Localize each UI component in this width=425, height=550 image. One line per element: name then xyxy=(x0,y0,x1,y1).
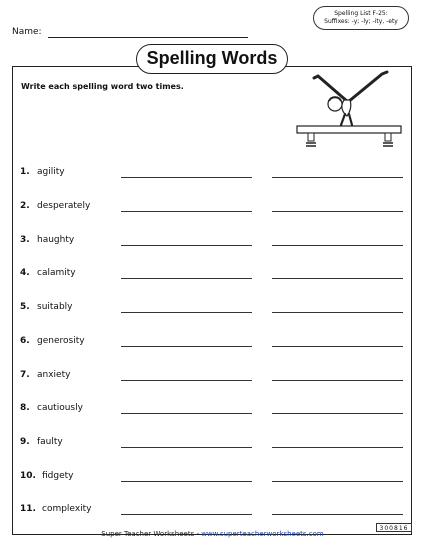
write-line-1[interactable] xyxy=(121,447,252,448)
word-number: 7. xyxy=(20,370,30,380)
footer-brand: Super Teacher Worksheets xyxy=(101,530,195,538)
word-number: 11. xyxy=(20,504,36,514)
name-line[interactable] xyxy=(48,37,248,38)
word-row xyxy=(0,302,425,316)
spelling-word: fidgety xyxy=(42,471,74,481)
word-number: 8. xyxy=(20,403,30,413)
word-row xyxy=(0,471,425,485)
spelling-word: anxiety xyxy=(37,370,71,380)
spelling-word: faulty xyxy=(37,437,63,447)
write-line-2[interactable] xyxy=(272,346,403,347)
word-number: 3. xyxy=(20,235,30,245)
write-line-2[interactable] xyxy=(272,413,403,414)
write-line-2[interactable] xyxy=(272,278,403,279)
spelling-word: generosity xyxy=(37,336,85,346)
instructions: Write each spelling word two times. xyxy=(21,82,184,91)
footer xyxy=(0,530,425,538)
write-line-2[interactable] xyxy=(272,177,403,178)
word-row xyxy=(0,167,425,181)
write-line-2[interactable] xyxy=(272,211,403,212)
write-line-1[interactable] xyxy=(121,380,252,381)
write-line-1[interactable] xyxy=(121,177,252,178)
word-row xyxy=(0,370,425,384)
write-line-1[interactable] xyxy=(121,211,252,212)
write-line-2[interactable] xyxy=(272,481,403,482)
write-line-2[interactable] xyxy=(272,380,403,381)
write-line-1[interactable] xyxy=(121,245,252,246)
gymnast-on-balance-beam-icon xyxy=(290,68,405,155)
name-label: Name: xyxy=(12,27,42,37)
list-tag-line-2: Suffixes: -y; -ly; -ity, -ety xyxy=(324,18,398,25)
spelling-word: agility xyxy=(37,167,65,177)
spelling-word: complexity xyxy=(42,504,92,514)
spelling-word: cautiously xyxy=(37,403,83,413)
word-row xyxy=(0,437,425,451)
spelling-word: haughty xyxy=(37,235,75,245)
write-line-1[interactable] xyxy=(121,312,252,313)
word-number: 6. xyxy=(20,336,30,346)
spelling-word: desperately xyxy=(37,201,91,211)
spelling-word: suitably xyxy=(37,302,73,312)
word-row xyxy=(0,403,425,417)
write-line-2[interactable] xyxy=(272,245,403,246)
word-row xyxy=(0,235,425,249)
write-line-2[interactable] xyxy=(272,447,403,448)
word-number: 4. xyxy=(20,268,30,278)
word-number: 2. xyxy=(20,201,30,211)
spelling-word: calamity xyxy=(37,268,76,278)
word-number: 10. xyxy=(20,471,36,481)
word-row xyxy=(0,504,425,518)
write-line-1[interactable] xyxy=(121,481,252,482)
footer-url-link[interactable]: www.superteacherworksheets.com xyxy=(201,530,324,538)
word-row xyxy=(0,201,425,215)
footer-separator: - xyxy=(194,530,202,538)
word-number: 5. xyxy=(20,302,30,312)
spelling-list-tag xyxy=(313,6,409,30)
word-row xyxy=(0,336,425,350)
write-line-1[interactable] xyxy=(121,514,252,515)
write-line-1[interactable] xyxy=(121,278,252,279)
write-line-2[interactable] xyxy=(272,312,403,313)
word-number: 1. xyxy=(20,167,30,177)
write-line-2[interactable] xyxy=(272,514,403,515)
write-line-1[interactable] xyxy=(121,413,252,414)
word-number: 9. xyxy=(20,437,30,447)
write-line-1[interactable] xyxy=(121,346,252,347)
list-tag-line-1: Spelling List F-25: xyxy=(334,10,388,17)
word-row xyxy=(0,268,425,282)
page-title: Spelling Words xyxy=(136,44,288,74)
worksheet-code: 300816 xyxy=(376,523,412,532)
